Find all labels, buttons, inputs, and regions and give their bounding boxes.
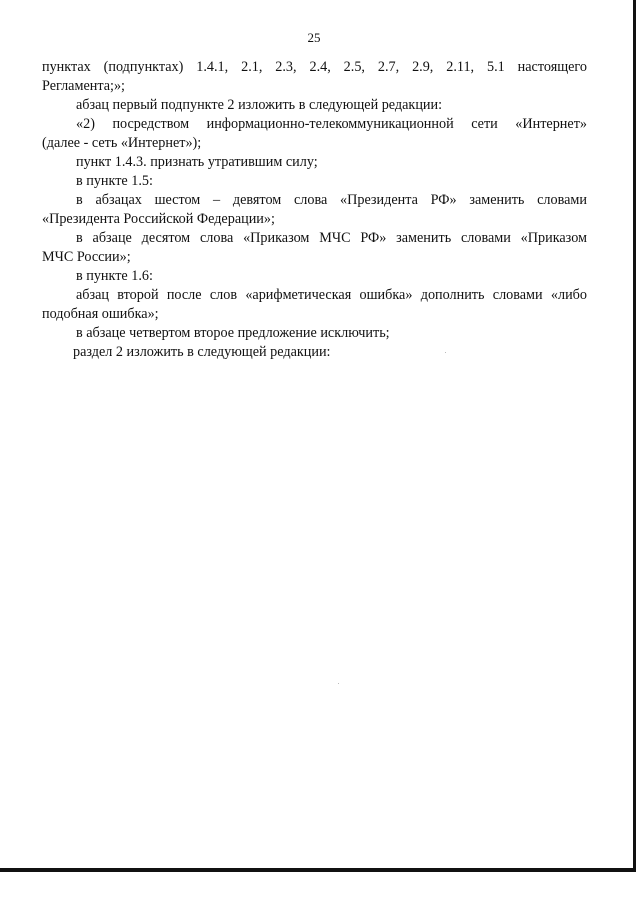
text-line: в абзацах шестом – девятом слова «Президента РФ» заменить словами <box>76 192 587 208</box>
text-line: «2) посредством информационно-телекоммуникационной сети «Интернет» <box>76 116 587 132</box>
text-line: в пункте 1.5: <box>76 173 153 189</box>
text-line: МЧС России»; <box>42 249 131 265</box>
text-line: Регламента;»; <box>42 78 125 94</box>
text-line: в абзаце четвертом второе предложение исключить; <box>76 325 390 341</box>
text-line: пунктах (подпунктах) 1.4.1, 2.1, 2.3, 2.4, 2.5, 2.7, 2.9, 2.11, 5.1 настоящего <box>42 59 587 75</box>
scan-border-bottom <box>0 868 636 872</box>
text-line: раздел 2 изложить в следующей редакции: <box>73 344 331 360</box>
text-line: (далее - сеть «Интернет»); <box>42 135 202 151</box>
text-line: пункт 1.4.3. признать утратившим силу; <box>76 154 318 170</box>
text-line: подобная ошибка»; <box>42 306 159 322</box>
text-line: абзац второй после слов «арифметическая ошибка» дополнить словами «либо <box>76 287 587 303</box>
text-line: в абзаце десятом слова «Приказом МЧС РФ» заменить словами «Приказом <box>76 230 587 246</box>
page-number: 25 <box>307 30 321 45</box>
text-line: абзац первый подпункте 2 изложить в следующей редакции: <box>76 97 443 113</box>
text-line: «Президента Российской Федерации»; <box>42 211 275 227</box>
document-body <box>42 58 587 362</box>
text-line: в пункте 1.6: <box>76 268 153 284</box>
scan-speck <box>445 352 446 353</box>
scan-speck <box>338 683 339 684</box>
scan-border-right <box>633 0 636 872</box>
